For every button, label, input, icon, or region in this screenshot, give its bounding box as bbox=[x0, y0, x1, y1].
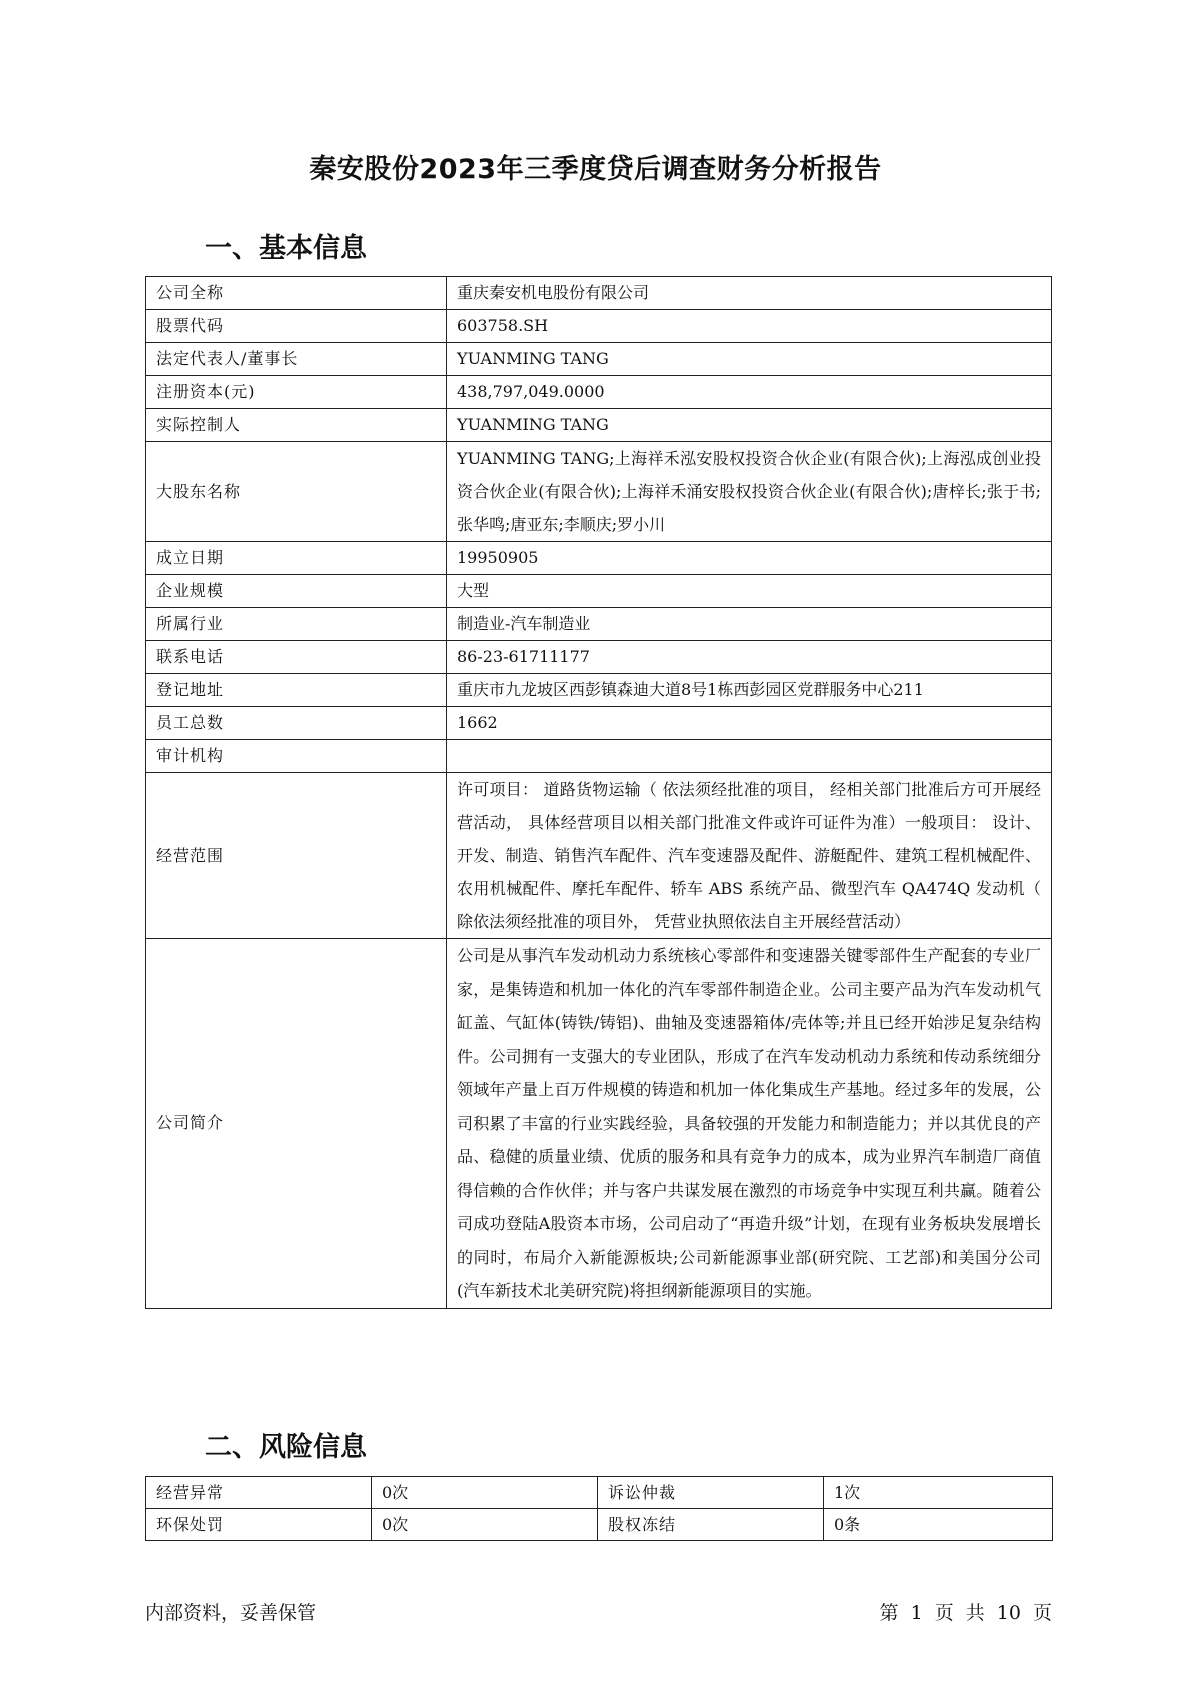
scale-label: 企业规模 bbox=[146, 575, 447, 608]
company-name-value: 重庆秦安机电股份有限公司 bbox=[447, 277, 1052, 310]
scale-value: 大型 bbox=[447, 575, 1052, 608]
table-row bbox=[146, 641, 1052, 674]
table-row bbox=[146, 740, 1052, 773]
employees-label: 员工总数 bbox=[146, 707, 447, 740]
scope-label: 经营范围 bbox=[146, 773, 447, 939]
founded-label: 成立日期 bbox=[146, 542, 447, 575]
legal-rep-label: 法定代表人/董事长 bbox=[146, 343, 447, 376]
address-label: 登记地址 bbox=[146, 674, 447, 707]
footer-page-number: 第 1 页 共 10 页 bbox=[879, 1602, 1052, 1624]
table-row bbox=[146, 575, 1052, 608]
shareholders-label: 大股东名称 bbox=[146, 442, 447, 542]
risk-info-table bbox=[145, 1476, 1053, 1541]
stock-code-label: 股票代码 bbox=[146, 310, 447, 343]
reg-capital-label: 注册资本(元) bbox=[146, 376, 447, 409]
shareholders-value: YUANMING TANG;上海祥禾泓安股权投资合伙企业(有限合伙);上海泓成创业投资合伙企业(有限合伙);上海祥禾涌安股权投资合伙企业(有限合伙);唐梓长;张于书;张华鸣;唐亚东;李顺庆;罗小川 bbox=[447, 442, 1052, 542]
table-row bbox=[146, 608, 1052, 641]
reg-capital-value: 438,797,049.0000 bbox=[447, 376, 1052, 409]
stock-code-value: 603758.SH bbox=[447, 310, 1052, 343]
section-heading-basic-info: 一、基本信息 bbox=[205, 233, 367, 264]
table-row bbox=[146, 542, 1052, 575]
industry-value: 制造业-汽车制造业 bbox=[447, 608, 1052, 641]
table-row bbox=[146, 442, 1052, 542]
company-name-label: 公司全称 bbox=[146, 277, 447, 310]
industry-label: 所属行业 bbox=[146, 608, 447, 641]
table-row bbox=[146, 939, 1052, 1309]
table-row bbox=[146, 343, 1052, 376]
table-row bbox=[146, 1477, 1053, 1509]
report-title: 秦安股份2023年三季度贷后调查财务分析报告 bbox=[309, 154, 882, 185]
controller-value: YUANMING TANG bbox=[447, 409, 1052, 442]
legal-rep-value: YUANMING TANG bbox=[447, 343, 1052, 376]
table-row bbox=[146, 773, 1052, 939]
basic-info-table bbox=[145, 276, 1052, 1309]
table-row bbox=[146, 409, 1052, 442]
table-row bbox=[146, 277, 1052, 310]
section-heading-risk-info: 二、风险信息 bbox=[205, 1432, 367, 1463]
op-abnormal-value: 0次 bbox=[372, 1477, 598, 1509]
founded-value: 19950905 bbox=[447, 542, 1052, 575]
env-penalty-value: 0次 bbox=[372, 1509, 598, 1541]
phone-label: 联系电话 bbox=[146, 641, 447, 674]
phone-value: 86-23-61711177 bbox=[447, 641, 1052, 674]
table-row bbox=[146, 376, 1052, 409]
table-row bbox=[146, 674, 1052, 707]
scope-value: 许可项目： 道路货物运输（ 依法须经批准的项目， 经相关部门批准后方可开展经营活动， 具体经营项目以相关部门批准文件或许可证件为准）一般项目： 设计、 开发、制造、销售汽车配件、汽车变速器及配件、游艇配件、建筑工程机械配件、农用机械配件、摩托车配件、轿车 ABS 系统产品、微型汽车 QA474Q 发动机（ 除依法须经批准的项目外， 凭营业执照依法自主开展经营活动） bbox=[447, 773, 1052, 939]
litigation-value: 1次 bbox=[824, 1477, 1053, 1509]
address-value: 重庆市九龙坡区西彭镇森迪大道8号1栋西彭园区党群服务中心211 bbox=[447, 674, 1052, 707]
equity-freeze-label: 股权冻结 bbox=[598, 1509, 824, 1541]
employees-value: 1662 bbox=[447, 707, 1052, 740]
env-penalty-label: 环保处罚 bbox=[146, 1509, 372, 1541]
footer-confidential-note: 内部资料，妥善保管 bbox=[145, 1602, 317, 1624]
litigation-label: 诉讼仲裁 bbox=[598, 1477, 824, 1509]
intro-label: 公司简介 bbox=[146, 939, 447, 1309]
table-row bbox=[146, 1509, 1053, 1541]
table-row bbox=[146, 707, 1052, 740]
intro-value: 公司是从事汽车发动机动力系统核心零部件和变速器关键零部件生产配套的专业厂家，是集铸造和机加一体化的汽车零部件制造企业。公司主要产品为汽车发动机气缸盖、气缸体(铸铁/铸铝)、曲轴及变速器箱体/壳体等;并且已经开始涉足复杂结构件。公司拥有一支强大的专业团队，形成了在汽车发动机动力系统和传动系统细分领域年产量上百万件规模的铸造和机加一体化集成生产基地。经过多年的发展，公司积累了丰富的行业实践经验，具备较强的开发能力和制造能力；并以其优良的产品、稳健的质量业绩、优质的服务和具有竞争力的成本，成为业界汽车制造厂商值得信赖的合作伙伴；并与客户共谋发展在激烈的市场竞争中实现互利共赢。随着公司成功登陆A股资本市场，公司启动了“再造升级”计划，在现有业务板块发展增长的同时，布局介入新能源板块;公司新能源事业部(研究院、工艺部)和美国分公司(汽车新技术北美研究院)将担纲新能源项目的实施。 bbox=[447, 939, 1052, 1309]
table-row bbox=[146, 310, 1052, 343]
auditor-value bbox=[447, 740, 1052, 773]
controller-label: 实际控制人 bbox=[146, 409, 447, 442]
equity-freeze-value: 0条 bbox=[824, 1509, 1053, 1541]
op-abnormal-label: 经营异常 bbox=[146, 1477, 372, 1509]
auditor-label: 审计机构 bbox=[146, 740, 447, 773]
